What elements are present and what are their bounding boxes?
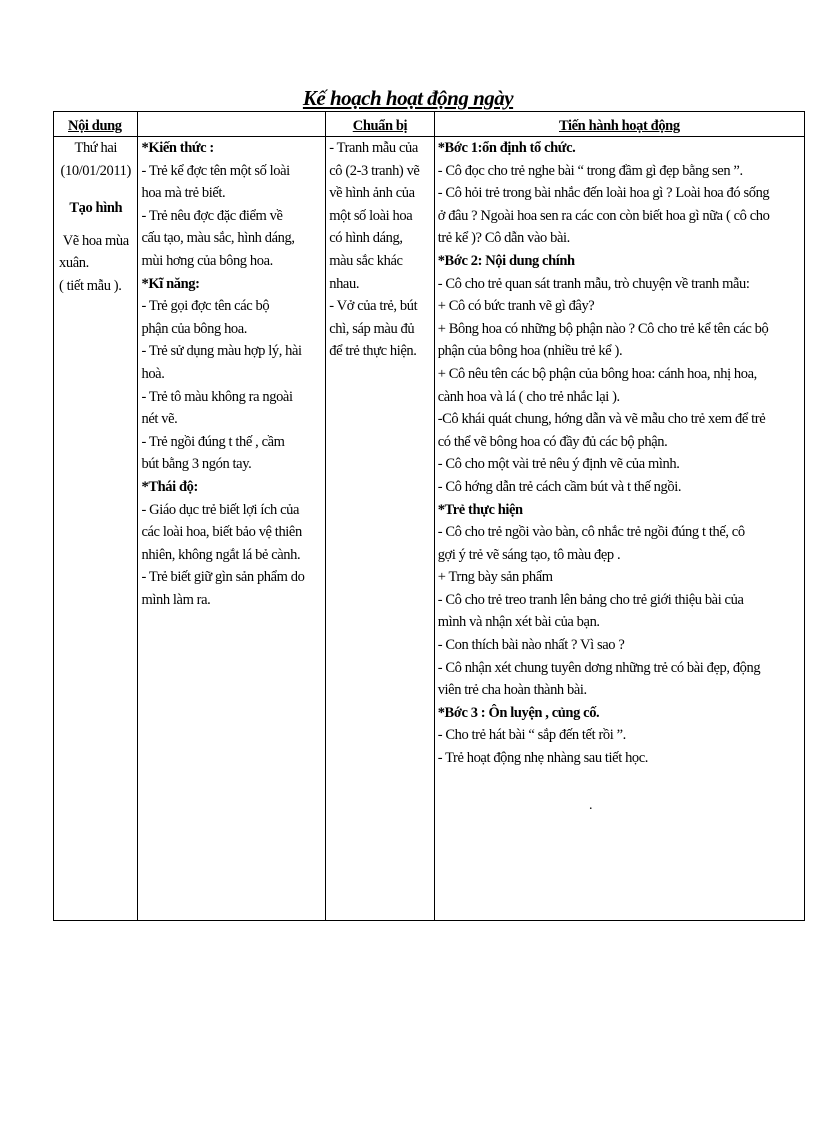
header-chuan-bi: Chuẩn bị — [326, 112, 434, 137]
preparation-line: - Tranh mẫu của — [329, 140, 418, 156]
procedure-line: + Cô có bức tranh vẽ gì đây? — [437, 298, 595, 315]
procedure-line: *Bớc 3 : Ôn luyện , củng cố. — [437, 704, 600, 721]
objective-line: hoà. — [141, 365, 165, 382]
objective-line: *Thái độ: — [141, 478, 198, 495]
procedure-line: - Cô đọc cho trẻ nghe bài “ trong đầm gì đẹp bằng sen ”. — [437, 162, 743, 179]
header-noi-dung: Nội dung — [54, 112, 138, 137]
procedure-line: có thể vẽ bông hoa có đầy đủ các bộ phận. — [437, 433, 668, 450]
preparation-line: một số loài hoa — [329, 207, 413, 224]
procedure-line: - Cô hớng dẫn trẻ cách cầm bút và t thế ngồi. — [437, 478, 682, 495]
procedure-line: mình và nhận xét bài của bạn. — [437, 614, 600, 631]
procedure-line: *Bớc 1:ổn định tổ chức. — [437, 140, 576, 156]
procedure-line: *Bớc 2: Nội dung chính — [437, 252, 575, 269]
procedure-line: + Trng bày sản phẩm — [437, 569, 553, 586]
preparation-line: - Vở của trẻ, bút — [329, 298, 418, 315]
objective-line: *Kĩ năng: — [141, 275, 200, 292]
procedure-line: gợi ý trẻ vẽ sáng tạo, tô màu đẹp . — [437, 546, 621, 563]
procedure-line: - Con thích bài nào nhất ? Vì sao ? — [437, 637, 625, 654]
procedure-line: - Cho trẻ hát bài “ sắp đến tết rồi ”. — [437, 727, 626, 744]
preparation-line: cô (2-3 tranh) vẽ — [329, 162, 420, 179]
objective-line: - Trẻ biết giữ gìn sản phẩm do — [141, 569, 305, 586]
objective-line: - Trẻ tô màu không ra ngoài — [141, 388, 293, 405]
topic-line: ( tiết mẫu ). — [59, 277, 122, 294]
preparation-line: có hình dáng, — [329, 230, 403, 247]
objective-line: - Giáo dục trẻ biết lợi ích của — [141, 501, 300, 518]
procedure-line: + Cô nêu tên các bộ phận của bông hoa: cánh hoa, nhị hoa, — [437, 365, 757, 382]
objective-line: các loài hoa, biết bảo vệ thiên — [141, 524, 302, 541]
procedure-line: - Cô nhận xét chung tuyên dơng những trẻ có bài đẹp, động — [437, 659, 761, 676]
procedure-line: - Cô cho một vài trẻ nêu ý định vẽ của mình. — [437, 456, 680, 473]
procedure-line: - Cô cho trẻ quan sát tranh mẫu, trò chuyện về tranh mẫu: — [437, 275, 750, 292]
objective-line: hoa mà trẻ biết. — [141, 185, 226, 202]
procedure-line: - Cô cho trẻ treo tranh lên bảng cho trẻ giới thiệu bài của — [437, 591, 744, 608]
activity-plan-table — [53, 111, 805, 921]
objective-line: cấu tạo, màu sắc, hình dáng, — [141, 230, 295, 247]
preparation-line: nhau. — [329, 275, 360, 292]
topic-line: Vẽ hoa mùa — [62, 232, 129, 249]
stray-mark: . — [589, 798, 593, 813]
objective-line: bút bằng 3 ngón tay. — [141, 456, 252, 473]
procedure-line: - Cô hỏi trẻ trong bài nhắc đến loài hoa gì ? Loài hoa đó sống — [437, 185, 770, 202]
objective-line: mùi hơng của bông hoa. — [141, 252, 273, 269]
header-tien-hanh: Tiến hành hoạt động — [434, 112, 804, 137]
day-label: Thứ hai — [74, 140, 117, 156]
objective-line: *Kiến thức : — [141, 140, 214, 156]
preparation-line: về hình ảnh của — [329, 185, 415, 202]
preparation-line: để trẻ thực hiện. — [329, 343, 417, 360]
preparation-line: chì, sáp màu đủ — [329, 320, 415, 337]
cell-noi-dung — [54, 137, 138, 921]
page-title: Kế hoạch hoạt động ngày — [302, 86, 514, 110]
cell-chuan-bi — [326, 137, 434, 921]
objective-line: nhiên, không ngắt lá bẻ cành. — [141, 546, 301, 563]
topic-line: xuân. — [59, 255, 89, 272]
preparation-list — [329, 137, 430, 363]
objective-line: mình làm ra. — [141, 591, 211, 608]
content-row — [54, 137, 805, 921]
procedure-line: viên trẻ cha hoàn thành bài. — [437, 682, 587, 699]
procedure-list — [438, 137, 801, 770]
header-row — [54, 112, 805, 137]
cell-tien-hanh — [434, 137, 804, 921]
objective-line: - Trẻ gọi đợc tên các bộ — [141, 298, 270, 315]
procedure-line: phận của bông hoa (nhiều trẻ kể ). — [437, 343, 623, 360]
header-empty — [138, 112, 326, 137]
objectives-list — [141, 137, 322, 611]
procedure-line: trẻ kể )? Cô dẫn vào bài. — [437, 230, 570, 247]
objective-line: nét vẽ. — [141, 411, 178, 428]
objective-line: - Trẻ nêu đợc đặc điểm về — [141, 207, 283, 224]
cell-muc-tieu — [138, 137, 326, 921]
procedure-line: -Cô khái quát chung, hớng dẫn và vẽ mẫu cho trẻ xem để trẻ — [437, 411, 766, 428]
procedure-line: cành hoa và lá ( cho trẻ nhắc lại ). — [437, 388, 620, 405]
procedure-line: *Trẻ thực hiện — [437, 501, 523, 518]
date-label: (10/01/2011) — [60, 162, 131, 179]
subject-label: Tạo hình — [69, 200, 123, 217]
preparation-line: màu sắc khác — [329, 252, 403, 269]
objective-line: - Trẻ ngồi đúng t thế , cầm — [141, 433, 285, 450]
objective-line: phận của bông hoa. — [141, 320, 248, 337]
procedure-line: ở đâu ? Ngoài hoa sen ra các con còn biết hoa gì nữa ( cô cho — [437, 207, 770, 224]
objective-line: - Trẻ sử dụng màu hợp lý, hài — [141, 343, 302, 360]
procedure-line: - Trẻ hoạt động nhẹ nhàng sau tiết học. — [437, 750, 649, 767]
objective-line: - Trẻ kể đợc tên một số loài — [141, 162, 290, 179]
procedure-line: - Cô cho trẻ ngồi vào bàn, cô nhắc trẻ ngồi đúng t thế, cô — [437, 524, 745, 541]
procedure-line: + Bông hoa có những bộ phận nào ? Cô cho trẻ kể tên các bộ — [437, 320, 769, 337]
